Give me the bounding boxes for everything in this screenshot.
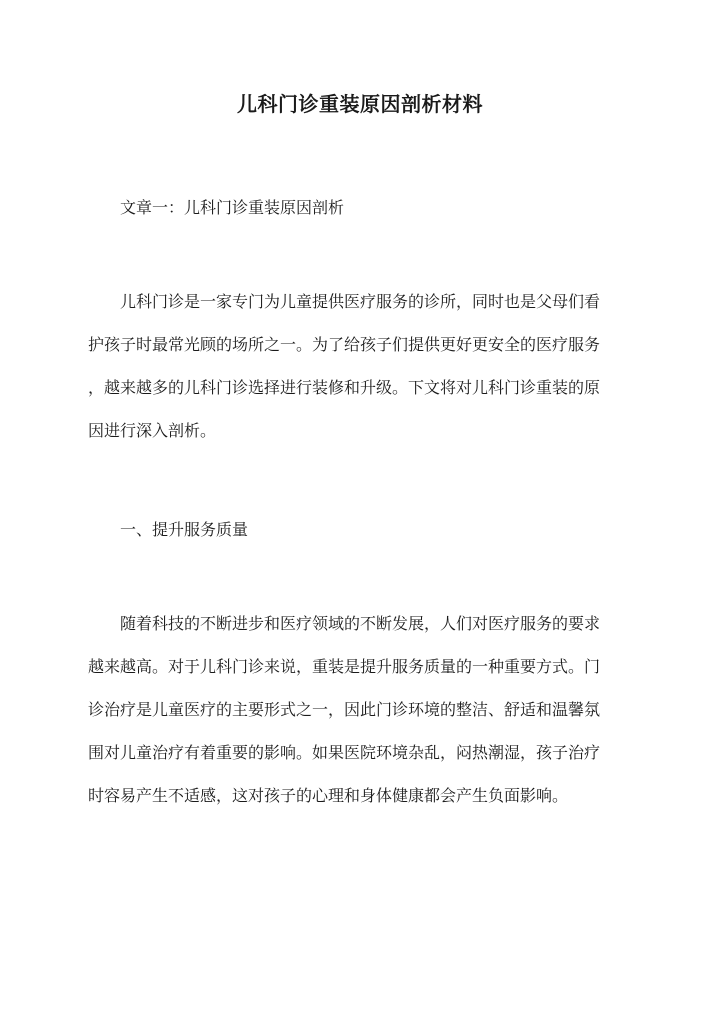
document-title: 儿科门诊重装原因剖析材料	[237, 92, 483, 116]
paragraph-line: 越来越高。对于儿科门诊来说，重装是提升服务质量的一种重要方式。门	[88, 657, 601, 676]
paragraph-line: 时容易产生不适感，这对孩子的心理和身体健康都会产生负面影响。	[88, 786, 569, 805]
article-heading: 文章一：儿科门诊重装原因剖析	[120, 198, 345, 217]
paragraph-line: ，越来越多的儿科门诊选择进行装修和升级。下文将对儿科门诊重装的原	[88, 378, 601, 397]
paragraph-line: 儿科门诊是一家专门为儿童提供医疗服务的诊所，同时也是父母们看	[120, 292, 601, 311]
paragraph-line: 诊治疗是儿童医疗的主要形式之一，因此门诊环境的整洁、舒适和温馨氛	[88, 700, 601, 719]
paragraph-line: 围对儿童治疗有着重要的影响。如果医院环境杂乱，闷热潮湿，孩子治疗	[88, 743, 601, 762]
section-heading: 一、提升服务质量	[120, 520, 249, 539]
paragraph-line: 随着科技的不断进步和医疗领域的不断发展，人们对医疗服务的要求	[120, 614, 601, 633]
paragraph-line: 护孩子时最常光顾的场所之一。为了给孩子们提供更好更安全的医疗服务	[88, 335, 601, 354]
paragraph-line: 因进行深入剖析。	[88, 421, 217, 440]
